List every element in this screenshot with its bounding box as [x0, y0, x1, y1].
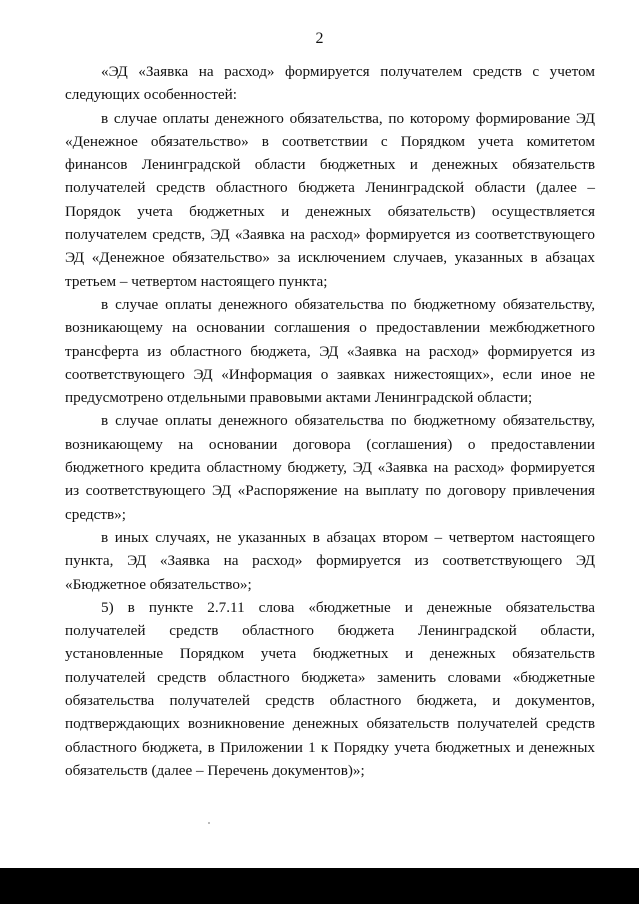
paragraph-item-5: 5) в пункте 2.7.11 слова «бюджетные и денежные обязательства получателей средств областного бюджета Ленинградской области, установленные Порядком учета бюджетных и денежных обязательств получателей средств областного бюджета» заменить словами «бюджетные обязательства получателей средств областного бюджета, и документов, подтверждающих возникновение денежных обязательств получателей средств областного бюджета, в Приложении 1 к Порядку учета бюджетных и денежных обязательств (далее – Перечень документов)»;: [65, 598, 595, 779]
scan-border-bar: [0, 868, 639, 904]
document-body: [65, 60, 595, 782]
page-number: 2: [315, 30, 324, 47]
paragraph-case-other: в иных случаях, не указанных в абзацах втором – четвертом настоящего пункта, ЭД «Заявка на расход» формируется из соответствующего ЭД «Бюджетное обязательство»;: [65, 528, 595, 593]
paragraph-intro: «ЭД «Заявка на расход» формируется получателем средств с учетом следующих особенностей:: [65, 63, 595, 104]
paragraph-case-budget-credit: в случае оплаты денежного обязательства по бюджетному обязательству, возникающему на основании договора (соглашения) о предоставлении бюджетного кредита областному бюджету, ЭД «Заявка на расход» формируется из соответствующего ЭД «Распоряжение на выплату по договору привлечения средств»;: [65, 412, 595, 523]
paragraph-case-interbudget-transfer: в случае оплаты денежного обязательства по бюджетному обязательству, возникающему на основании соглашения о предоставлении межбюджетного трансферта из областного бюджета, ЭД «Заявка на расход» формируется из соответствующего ЭД «Информация о заявках нижестоящих», если иное не предусмотрено отдельными правовыми актами Ленинградской области;: [65, 295, 595, 407]
paragraph-case-monetary-obligation: в случае оплаты денежного обязательства, по которому формирование ЭД «Денежное обязательство» в соответствии с Порядком учета комитетом финансов Ленинградской области бюджетных и денежных обязательств получателей средств областного бюджета Ленинградской области (далее – Порядок учета бюджетных и денежных обязательств) осуществляется получателем средств, ЭД «Заявка на расход» формируется из соответствующего ЭД «Денежное обязательство» за исключением случаев, указанных в абзацах третьем – четвертом настоящего пункта;: [65, 109, 595, 290]
scan-speck: [208, 822, 210, 824]
